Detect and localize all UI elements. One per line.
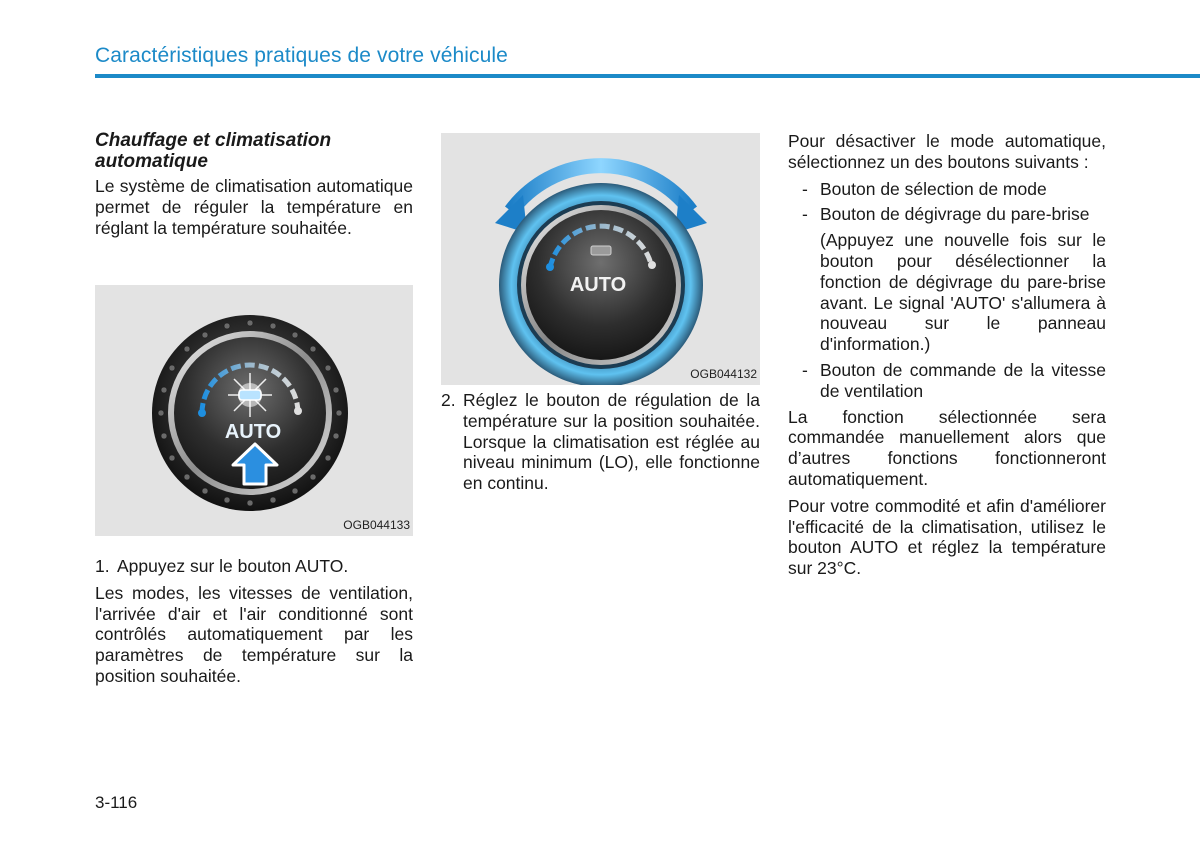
recommendation-paragraph: Pour votre commodité et afin d'améliorer l'efficacité de la climatisation, utilisez le bouton AUTO et réglez la température sur 23°C. xyxy=(788,495,1106,579)
section-heading: Chauffage et climatisation automatique xyxy=(95,130,332,172)
section-title: Caractéristiques pratiques de votre véhicule xyxy=(95,44,508,67)
list-dash: - xyxy=(802,204,808,225)
auto-button-illustration xyxy=(95,285,413,536)
step-1 xyxy=(95,556,413,577)
header-rule xyxy=(95,74,1200,78)
list-dash: - xyxy=(802,359,808,380)
figure-temperature-knob xyxy=(441,133,760,385)
temperature-knob-illustration xyxy=(441,133,760,385)
list-item-text: Bouton de sélection de mode xyxy=(820,178,1047,199)
page-number: 3-116 xyxy=(95,793,138,812)
step-1-detail: Les modes, les vitesses de ventilation, l'arrivée d'air et l'air conditionné sont contrôlés automatiquement par les paramètres de température sur la position souhaitée. xyxy=(95,582,413,686)
intro-paragraph: Le système de climatisation automatique permet de réguler la température en réglant la température souhaitée. xyxy=(95,176,413,238)
list-dash: - xyxy=(802,178,808,199)
list-item xyxy=(788,179,1106,200)
list-item xyxy=(788,204,1106,225)
figure-auto-button-press xyxy=(95,285,413,536)
manual-control-paragraph: La fonction sélectionnée sera commandée manuellement alors que d’autres fonctions fonctionneront automatiquement. xyxy=(788,406,1106,489)
figure-auto-label: AUTO xyxy=(569,274,627,296)
step-1-number: 1. xyxy=(95,556,110,576)
list-item-text: Bouton de commande de la vitesse de ventilation xyxy=(820,359,1106,401)
figure-code: OGB044132 xyxy=(690,367,757,381)
figure-code: OGB044133 xyxy=(343,518,410,532)
figure-auto-label: AUTO xyxy=(224,421,282,443)
step-2-number: 2. xyxy=(441,390,456,410)
disable-intro: Pour désactiver le mode automatique, sélectionnez un des boutons suivants : xyxy=(788,131,1106,172)
step-2-text: Réglez le bouton de régulation de la température sur la position souhaitée. Lorsque la climatisation est réglée au niveau minimum (LO), elle fonctionne en continu. xyxy=(463,390,760,494)
right-column xyxy=(788,131,1106,585)
list-item-text: Bouton de dégivrage du pare-brise xyxy=(820,204,1090,225)
left-column xyxy=(95,130,413,244)
step-2 xyxy=(441,390,760,494)
left-column-lower xyxy=(95,556,413,693)
defrost-note: (Appuyez une nouvelle fois sur le bouton pour désélectionner la fonction de dégivrage du pare-brise avant. Le signal 'AUTO' s'allumera à nouveau sur le panneau d'information.) xyxy=(820,230,1106,355)
list-item xyxy=(788,360,1106,402)
step-1-text: Appuyez sur le bouton AUTO. xyxy=(117,556,349,576)
middle-column xyxy=(441,390,760,500)
